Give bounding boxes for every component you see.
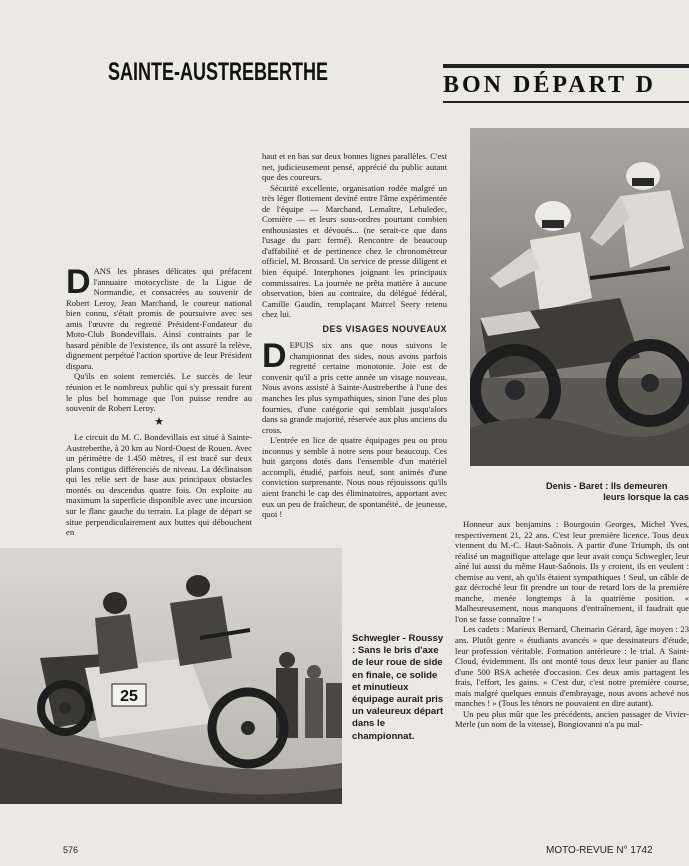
caption-schwegler-roussy: Schwegler - Roussy : Sans le bris d'axe de leur roue de side en finale, ce solide et minutieux équipage aurait pris un valeureux départ dans le championnat.	[352, 633, 444, 742]
article-column-2	[262, 151, 447, 545]
photo-denis-baret	[470, 128, 689, 466]
headline-bon-depart: BON DÉPART D	[443, 72, 656, 98]
paragraph-cadets: Les cadets : Marieux Bernard, Chemarin Gérard, âge moyen : 23 ans. Plutôt genre « étudiants avancés » que dessinateurs d'étude, leur profession véritable. Formation antérieure : le trial. A Saint-Cloud, évidemment. Ils ont monté tous deux leur panier au flanc d'une 500 BSA achetée d'occasion. Ces deux amis partagent les frais, l'effort, les gains. « C'est dur, c'est notre première course, mais malgré quelques ennuis d'embrayage, nous avons achevé nos manches ! » (Tous les ténors ne pouvaient en dire autant).	[455, 624, 689, 709]
page-number: 576	[63, 845, 79, 855]
race-number-plate: 25	[120, 688, 138, 705]
star-separator: ★	[154, 415, 164, 428]
paragraph-four-crews: L'entrée en lice de quatre équipages peu ou prou inconnus y semble à notre sens pour beaucoup. Ces huit garçons dotés dans l'ensemble d'un matériel accompli, étudié, parfois neuf, sont animés d'une conviction surprenante. Nous nous réjouissons qu'ils aient franchi le cap des éliminatoires, apportant avec eux un peu de fraîcheur, de spontanéité.. de jeunesse, quoi !	[262, 435, 447, 520]
paragraph-bongiovanni: Un peu plus mûr que les précédents, ancien passager de Vivier-Merle (un nom de la vitesse), Bongiovanni n'a pu mal-	[455, 708, 689, 730]
paragraph-benjamins: Honneur aux benjamins : Bourgouin Georges, Michel Yves, respectivement 21, 22 ans. C'est leur première licence. Tous deux viennent du M.-C. Haut-Saônois. A partir d'une Triumph, ils ont réalisé un magnifique attelage que leur avait conçu Schwegler, leur aîné lui aussi du même Haut-Saônois. Ils y croient, ils en veulent : chemise au vent, ah qu'ils étaient sympathiques ! Seul, un câble de gaz décroché leur fit prendre un tour de retard lors de la première manche, menée longtemps à la quatrième position. « Malheureusement, nous manquons d'entraînement, il faudrait que l'on se fasse connaître ! »	[455, 519, 689, 624]
title-rule-bottom	[443, 101, 689, 103]
caption-denis-baret: Denis - Baret : Ils demeuren leurs lorsque la cas	[546, 481, 689, 502]
article-column-3	[455, 519, 689, 837]
article-column-1	[66, 266, 252, 548]
title-rule-top	[443, 64, 689, 68]
paragraph-circuit: Le circuit du M. C. Bondevillais est situé à Sainte-Austreberthe, à 20 km au Nord-Ouest de Rouen. Avec un périmètre de 1.450 mètres, il est tracé sur deux plans contigus différenciés de niveau. La déclinaison qui les relie sert de base aux principaux obstacles montés ou descendus quatre fois. On exploite au maximum la superficie disponible avec une incursion sur le flanc gauche du terrain. La plage de départ se situe perpendiculairement aux buttes qui débouchent en	[66, 432, 252, 538]
photo-denis-baret-drawing	[470, 128, 689, 466]
paragraph-six-years: DEPUIS six ans que nous suivons le championnat des sides, nous avons parfois regretté certaine monotonie. Joie est de convenir qu'il a pris cette année un visage nouveau. Nous avons assisté à Sainte-Austreberthe à l'une des manches les plus sympathiques, sinon l'une des plus fournies, d'une catégorie qui semblait jusqu'alors dans sa grande majorité, réservée aux plus anciens du cross.	[262, 337, 447, 435]
paragraph-security: Sécurité excellente, organisation rodée malgré un très léger flottement deviné entre l'âme expérimentée de l'équipe — Marchand, Lemaître, Lehuledec, Cornière — et leurs sous-ordres pourtant combien enthousiastes et dévoués... (ne serait-ce que dans l'usage du parc fermé). Rencontre de beaucoup d'affabilité et de pertinence chez le chronométreur officiel, M. Brossard. Un service de presse diligent et bien équipé. Interphones joignant les principaux commissaires. La journée ne prêta matière à aucune observation, bien au contraire, du délégué fédéral, Camille Gaudin, remplaçant Marcel Seery retenu chez lui.	[262, 182, 447, 320]
photo-schwegler-roussy-drawing	[0, 548, 342, 804]
photo-schwegler-roussy	[0, 548, 342, 804]
headline-sainte-austreberthe: SAINTE-AUSTREBERTHE	[108, 58, 329, 86]
dropcap-d-2: D	[262, 337, 287, 376]
magazine-issue: MOTO-REVUE N° 1742	[546, 845, 653, 856]
paragraph-lines: haut et en bas sur deux bonnes lignes parallèles. C'est net, judicieusement pensé, apprécié du public autant que des coureurs.	[262, 151, 447, 183]
paragraph-intro: DANS les phrases délicates qui préfacent l'annuaire motocycliste de la Ligue de Normandie, et consacrées au souvenir de Robert Leroy, Jean Marchand, le coureur national bien connu, s'était promis de poursuivre avec ses amis l'œuvre du regretté Président-Fondateur du Moto-Club Bondevillais. Ainsi contraints par le hasard pénible de l'existence, ils ont assuré la relève, dignement perpétué l'action sportive de leur Président disparu.	[66, 266, 252, 371]
paragraph-thanks: Qu'ils en soient remerciés. Le succès de leur réunion et le nombreux public qui s'y pressait furent le plus bel hommage que l'on puisse rendre au souvenir de Robert Leroy.	[66, 371, 252, 414]
dropcap-d: D	[66, 266, 91, 301]
section-title-visages: DES VISAGES NOUVEAUX	[322, 323, 447, 334]
